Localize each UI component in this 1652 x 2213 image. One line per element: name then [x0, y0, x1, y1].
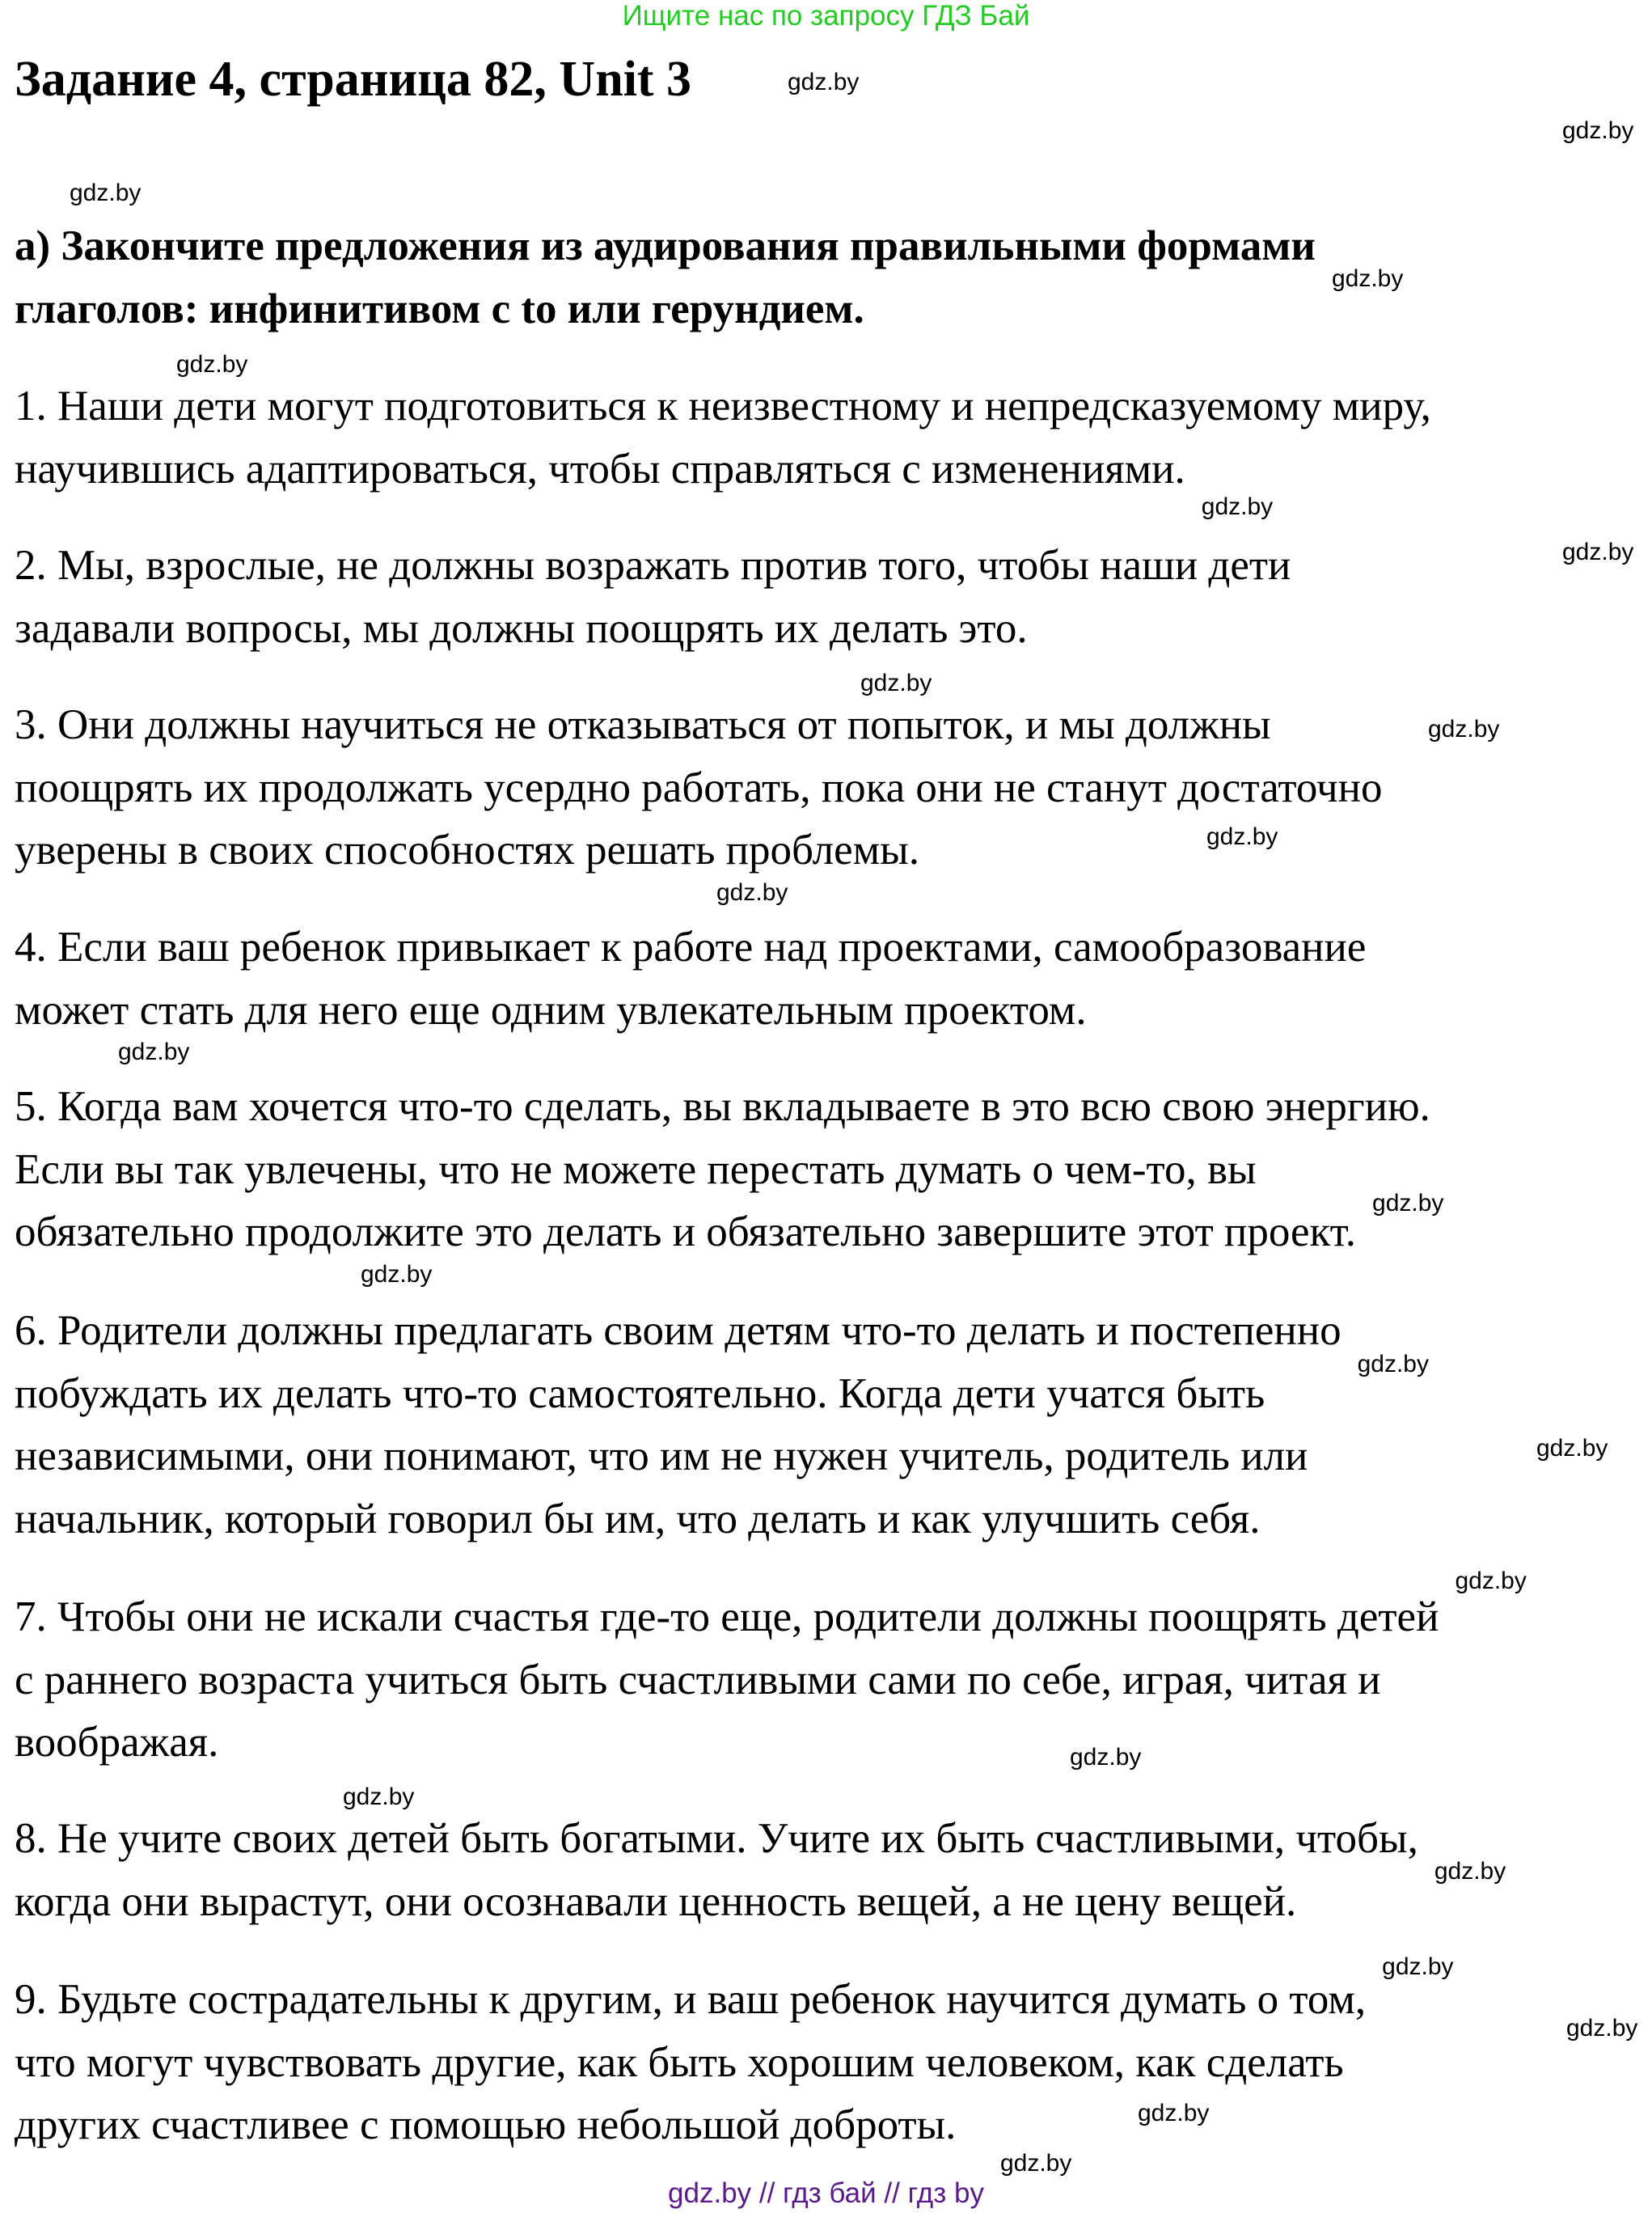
text-line: 9. Будьте сострадательны к другим, и ваш ребенок научится думать о том,	[15, 1976, 1367, 2023]
text-line: задавали вопросы, мы должны поощрять их делать это.	[15, 604, 1028, 652]
answer-item	[15, 1808, 1418, 1933]
text-line: а) Закончите предложения из аудирования правильными формами	[15, 222, 1316, 269]
watermark-text: gdz.by	[1331, 265, 1404, 292]
watermark-text: gdz.by	[70, 180, 142, 206]
watermark-text: gdz.by	[1434, 1858, 1506, 1885]
watermark-text: gdz.by	[1536, 1435, 1608, 1462]
text-line: 7. Чтобы они не искали счастья где-то еще, родители должны поощрять детей	[15, 1593, 1439, 1640]
watermark-text: gdz.by	[1201, 493, 1274, 520]
text-line: что могут чувствовать другие, как быть хорошим человеком, как сделать	[15, 2038, 1344, 2086]
watermark-text: gdz.by	[1562, 539, 1634, 565]
watermark-text: gdz.by	[788, 69, 860, 95]
text-line: других счастливее с помощью небольшой доброты.	[15, 2101, 957, 2148]
answer-item	[15, 1300, 1341, 1551]
answer-item	[15, 1586, 1439, 1775]
text-line: 5. Когда вам хочется что-то сделать, вы вкладываете в это всю свою энергию.	[15, 1083, 1430, 1130]
watermark-text: gdz.by	[118, 1039, 190, 1065]
watermark-text: gdz.by	[1382, 1953, 1454, 1980]
answer-item	[15, 916, 1366, 1042]
watermark-text: gdz.by	[176, 351, 248, 378]
text-line: 2. Мы, взрослые, не должны возражать против того, чтобы наши дети	[15, 542, 1291, 589]
watermark-text: gdz.by	[999, 2150, 1072, 2177]
text-line: Если вы так увлечены, что не можете перестать думать о чем-то, вы	[15, 1145, 1257, 1193]
text-line: может стать для него еще одним увлекательным проектом.	[15, 986, 1087, 1034]
page-title: Задание 4, страница 82, Unit 3	[15, 52, 692, 107]
text-line: научившись адаптироваться, чтобы справляться с изменениями.	[15, 445, 1185, 493]
answer-item	[15, 1076, 1430, 1264]
text-line: 1. Наши дети могут подготовиться к неизвестному и непредсказуемому миру,	[15, 383, 1431, 429]
answer-item	[15, 1969, 1366, 2157]
watermark-text: gdz.by	[860, 670, 932, 696]
text-line: 8. Не учите своих детей быть богатыми. Учите их быть счастливыми, чтобы,	[15, 1815, 1418, 1862]
text-line: обязательно продолжите это делать и обязательно завершите этот проект.	[15, 1208, 1357, 1255]
answer-item	[15, 535, 1291, 660]
text-line: когда они вырастут, они осознавали ценность вещей, а не цену вещей.	[15, 1877, 1297, 1925]
text-line: начальник, который говорил бы им, что делать и как улучшить себя.	[15, 1495, 1261, 1542]
watermark-text: gdz.by	[716, 879, 788, 906]
text-line: поощрять их продолжать усердно работать, пока они не станут достаточно	[15, 764, 1383, 811]
text-line: 4. Если ваш ребенок привыкает к работе над проектами, самообразование	[15, 924, 1367, 971]
watermark-text: gdz.by	[1357, 1351, 1429, 1377]
text-line: глаголов: инфинитивом с to или герундием.	[15, 285, 864, 332]
watermark-text: gdz.by	[1070, 1744, 1142, 1771]
watermark-text: gdz.by	[1566, 2015, 1638, 2042]
search-banner-link[interactable]: Ищите нас по запросу ГДЗ Бай	[622, 0, 1030, 32]
text-line: 3. Они должны научиться не отказываться от попыток, и мы должны	[15, 701, 1271, 748]
text-line: воображая.	[15, 1719, 219, 1766]
watermark-text: gdz.by	[1206, 823, 1278, 850]
watermark-text: gdz.by	[1138, 2100, 1210, 2126]
watermark-text: gdz.by	[1428, 716, 1500, 743]
watermark-text: gdz.by	[1562, 117, 1634, 144]
watermark-text: gdz.by	[361, 1261, 433, 1288]
text-line: с раннего возраста учиться быть счастливыми сами по себе, играя, читая и	[15, 1656, 1381, 1703]
watermark-text: gdz.by	[1455, 1568, 1527, 1594]
watermark-text: gdz.by	[1372, 1190, 1444, 1217]
text-line: побуждать их делать что-то самостоятельно. Когда дети учатся быть	[15, 1369, 1265, 1417]
answer-item	[15, 375, 1431, 501]
text-line: независимыми, они понимают, что им не нужен учитель, родитель или	[15, 1432, 1308, 1479]
text-line: уверены в своих способностях решать проблемы.	[15, 827, 920, 874]
answer-item	[15, 694, 1383, 882]
watermark-text: gdz.by	[343, 1784, 415, 1810]
footer-links[interactable]: gdz.by // гдз бай // гдз by	[668, 2177, 984, 2209]
task-instruction	[15, 215, 1316, 341]
text-line: 6. Родители должны предлагать своим детям что-то делать и постепенно	[15, 1307, 1341, 1354]
